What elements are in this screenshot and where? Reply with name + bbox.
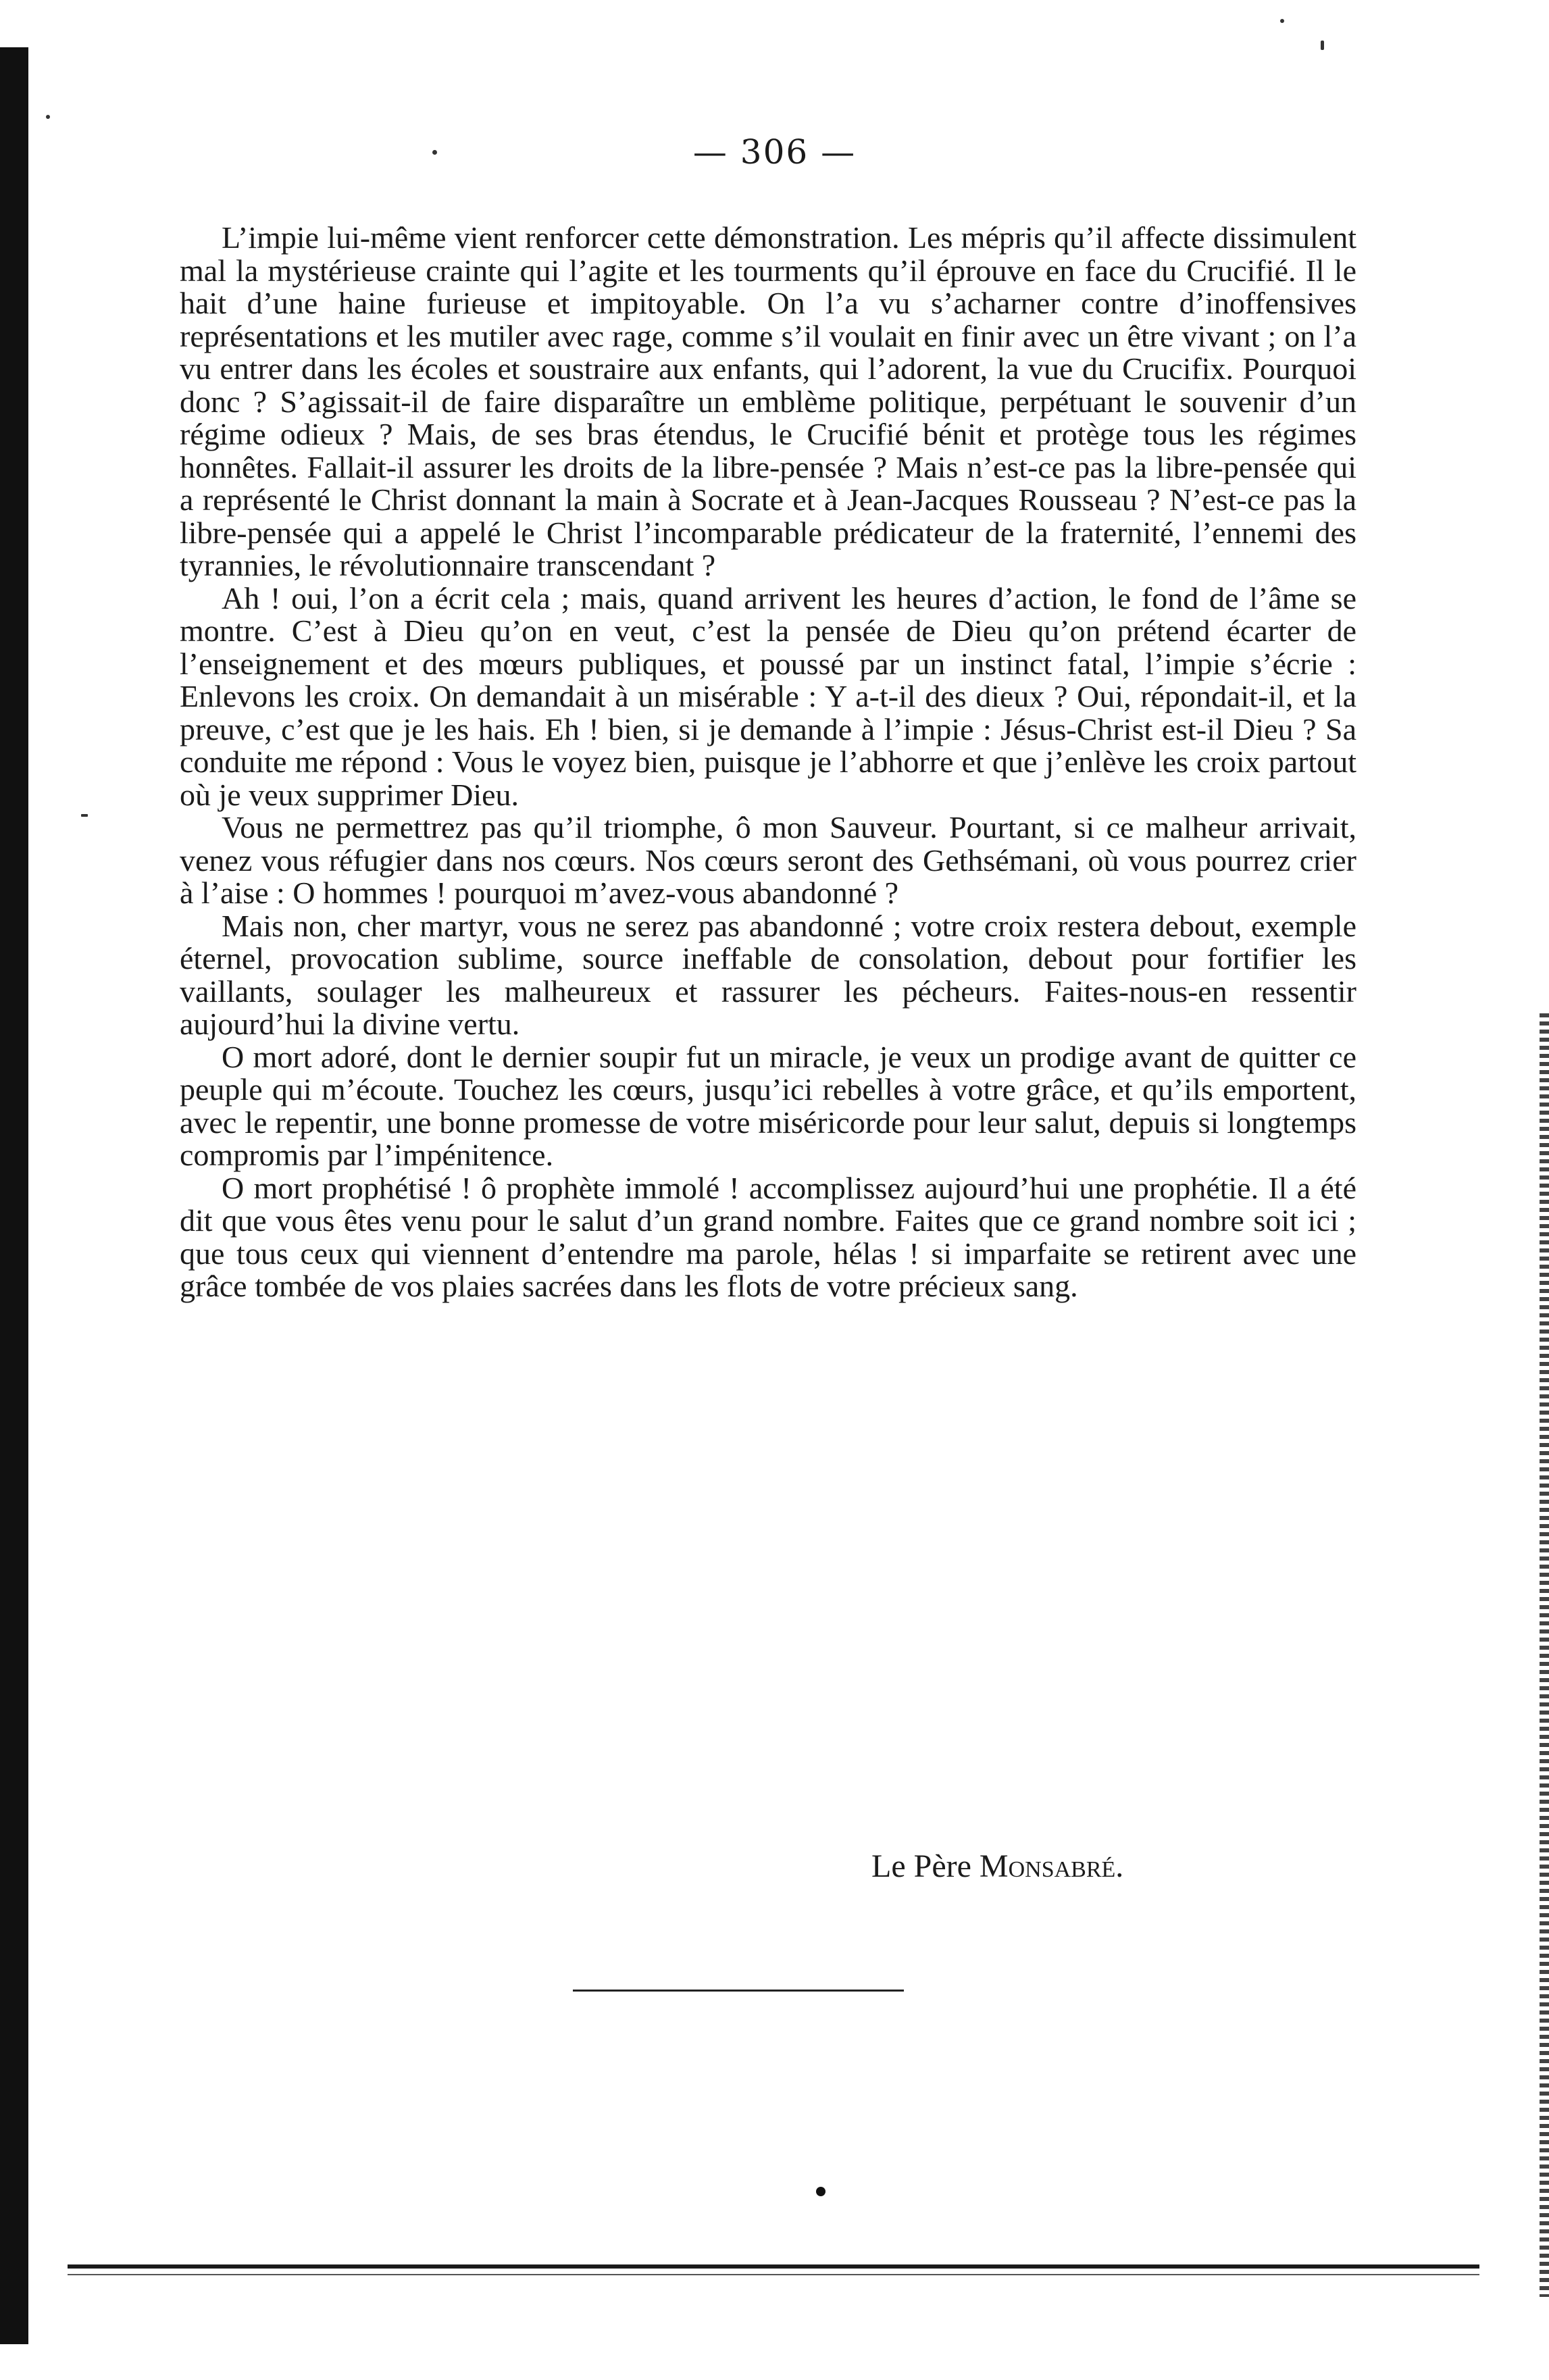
ornament-dot <box>816 2187 826 2196</box>
scan-speck <box>432 150 437 155</box>
scan-speck <box>81 814 88 817</box>
scan-speck <box>1321 41 1324 50</box>
paragraph-2: Ah ! oui, l’on a écrit cela ; mais, quand arrivent les heures d’action, le fond de l’âme se montre. C’est à Dieu qu’on en veut, c’est la pensée de Dieu qu’on prétend écarter de l’enseignement et des mœurs publiques, et poussé par un instinct fatal, l’impie s’écrie : Enlevons les croix. On demandait à un misérable : Y a-t-il des dieux ? Oui, répondait-il, et la preuve, c’est que je les hais. Eh ! bien, si je demande à l’impie : Jésus-Christ est-il Dieu ? Sa conduite me répond : Vous le voyez bien, puisque je l’abhorre et que j’enlève les croix partout où je veux supprimer Dieu. <box>180 580 1356 812</box>
paragraph-1: L’impie lui-même vient renforcer cette démonstration. Les mépris qu’il affecte dissimulent mal la mystérieuse crainte qui l’agite et les tourments qu’il éprouve en face du Crucifié. Il le hait d’une haine furieuse et impitoyable. On l’a vu s’acharner contre d’inoffensives représentations et les mutiler avec rage, comme s’il voulait en finir avec un être vivant ; on l’a vu entrer dans les écoles et soustraire aux enfants, qui l’adorent, la vue du Crucifix. Pourquoi donc ? S’agissait-il de faire disparaître un emblème politique, perpétuant le souvenir d’un régime odieux ? Mais, de ses bras étendus, le Crucifié bénit et protège tous les régimes honnêtes. Fallait-il assurer les droits de la libre-pensée ? Mais n’est-ce pas la libre-pensée qui a représenté le Christ donnant la main à Socrate et à Jean-Jacques Rousseau ? N’est-ce pas la libre-pensée qui a appelé le Christ l’incomparable prédicateur de la fraternité, l’ennemi des tyrannies, le révolutionnaire transcendant ? <box>180 220 1356 582</box>
body-text <box>180 222 1356 1303</box>
paragraph-4: Mais non, cher martyr, vous ne serez pas abandonné ; votre croix restera debout, exemple éternel, provocation sublime, source ineffable de consolation, debout pour fortifier les vaillants, soulager les malheureux et rassurer les pécheurs. Faites-nous-en ressentir aujourd’hui la divine vertu. <box>180 908 1356 1041</box>
scan-speck <box>1280 19 1284 23</box>
bottom-border-thin <box>68 2274 1479 2275</box>
scan-page-edge <box>1540 1013 1549 2297</box>
signature-name: Monsabré. <box>979 1848 1124 1884</box>
signature-prefix: Le Père <box>871 1848 971 1884</box>
bottom-border-thick <box>68 2264 1479 2269</box>
section-divider <box>573 1990 904 1992</box>
paragraph-5: O mort adoré, dont le dernier soupir fut un miracle, je veux un prodige avant de quitter ce peuple qui m’écoute. Touchez les cœurs, jusqu’ici rebelles à votre grâce, et qu’ils emportent, avec le repentir, une bonne promesse de votre miséricorde pour leur salut, depuis si longtemps compromis par l’impénitence. <box>180 1039 1356 1172</box>
author-signature <box>871 1848 1123 1885</box>
scan-binding-shadow <box>0 47 28 2344</box>
paragraph-3: Vous ne permettrez pas qu’il triomphe, ô mon Sauveur. Pourtant, si ce malheur arrivait, venez vous réfugier dans nos cœurs. Nos cœurs seront des Gethsémani, où vous pourrez crier à l’aise : O hommes ! pourquoi m’avez-vous abandonné ? <box>180 810 1356 910</box>
scan-speck <box>46 115 50 119</box>
paragraph-6: O mort prophétisé ! ô prophète immolé ! accomplissez aujourd’hui une prophétie. Il a été dit que vous êtes venu pour le salut d’un grand nombre. Faites que ce grand nombre soit ici ; que tous ceux qui viennent d’entendre ma parole, hélas ! si imparfaite se retirent avec une grâce tombée de vos plaies sacrées dans les flots de votre précieux sang. <box>180 1170 1356 1303</box>
page-number: — 306 — <box>692 132 857 172</box>
